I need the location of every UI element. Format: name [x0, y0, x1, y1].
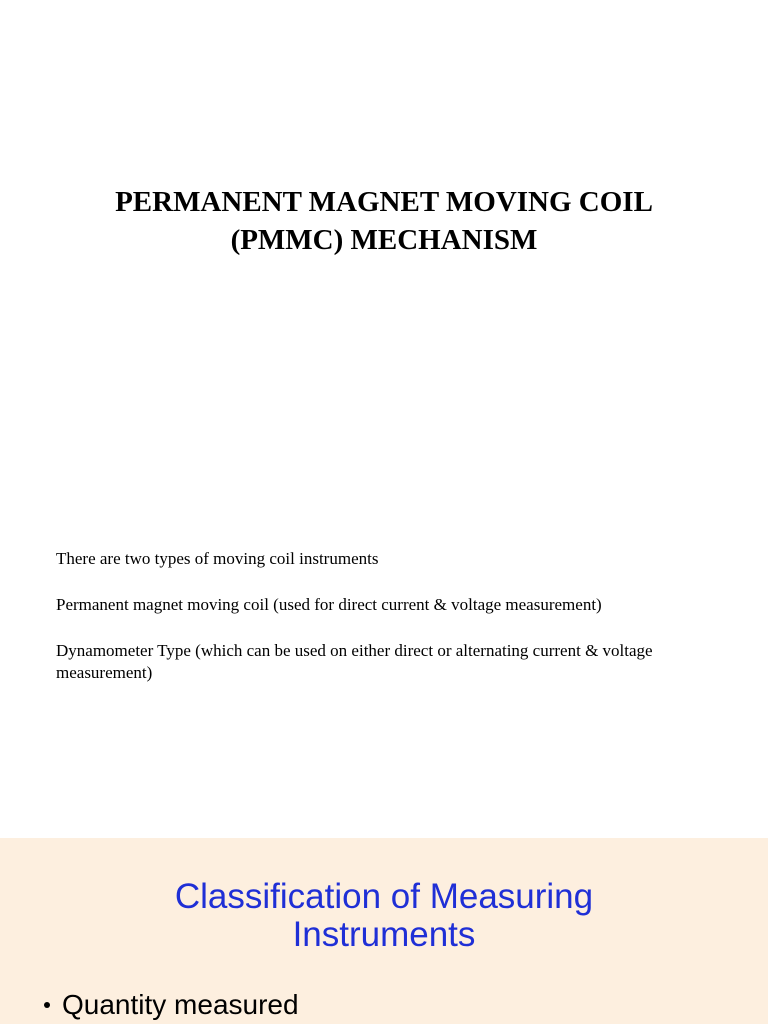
title-line-2: (PMMC) MECHANISM — [230, 224, 538, 256]
bullet-icon — [44, 1002, 50, 1008]
paragraph-dynamometer-type: Dynamometer Type (which can be used on either direct or alternating current & voltage measurement) — [56, 641, 653, 682]
title-line-2: Instruments — [292, 915, 476, 954]
slide-title — [0, 183, 768, 259]
title-line-1: PERMANENT MAGNET MOVING COIL — [115, 186, 653, 218]
title-line-1: Classification of Measuring — [174, 877, 594, 916]
paragraph-pmmc-type: Permanent magnet moving coil (used for direct current & voltage measurement) — [56, 595, 602, 614]
slide-classification — [0, 838, 768, 1024]
slide-title — [0, 878, 768, 954]
bullet-text: Quantity measured — [62, 989, 299, 1020]
paragraph-intro: There are two types of moving coil instruments — [56, 549, 379, 568]
bullet-item — [44, 988, 299, 1022]
